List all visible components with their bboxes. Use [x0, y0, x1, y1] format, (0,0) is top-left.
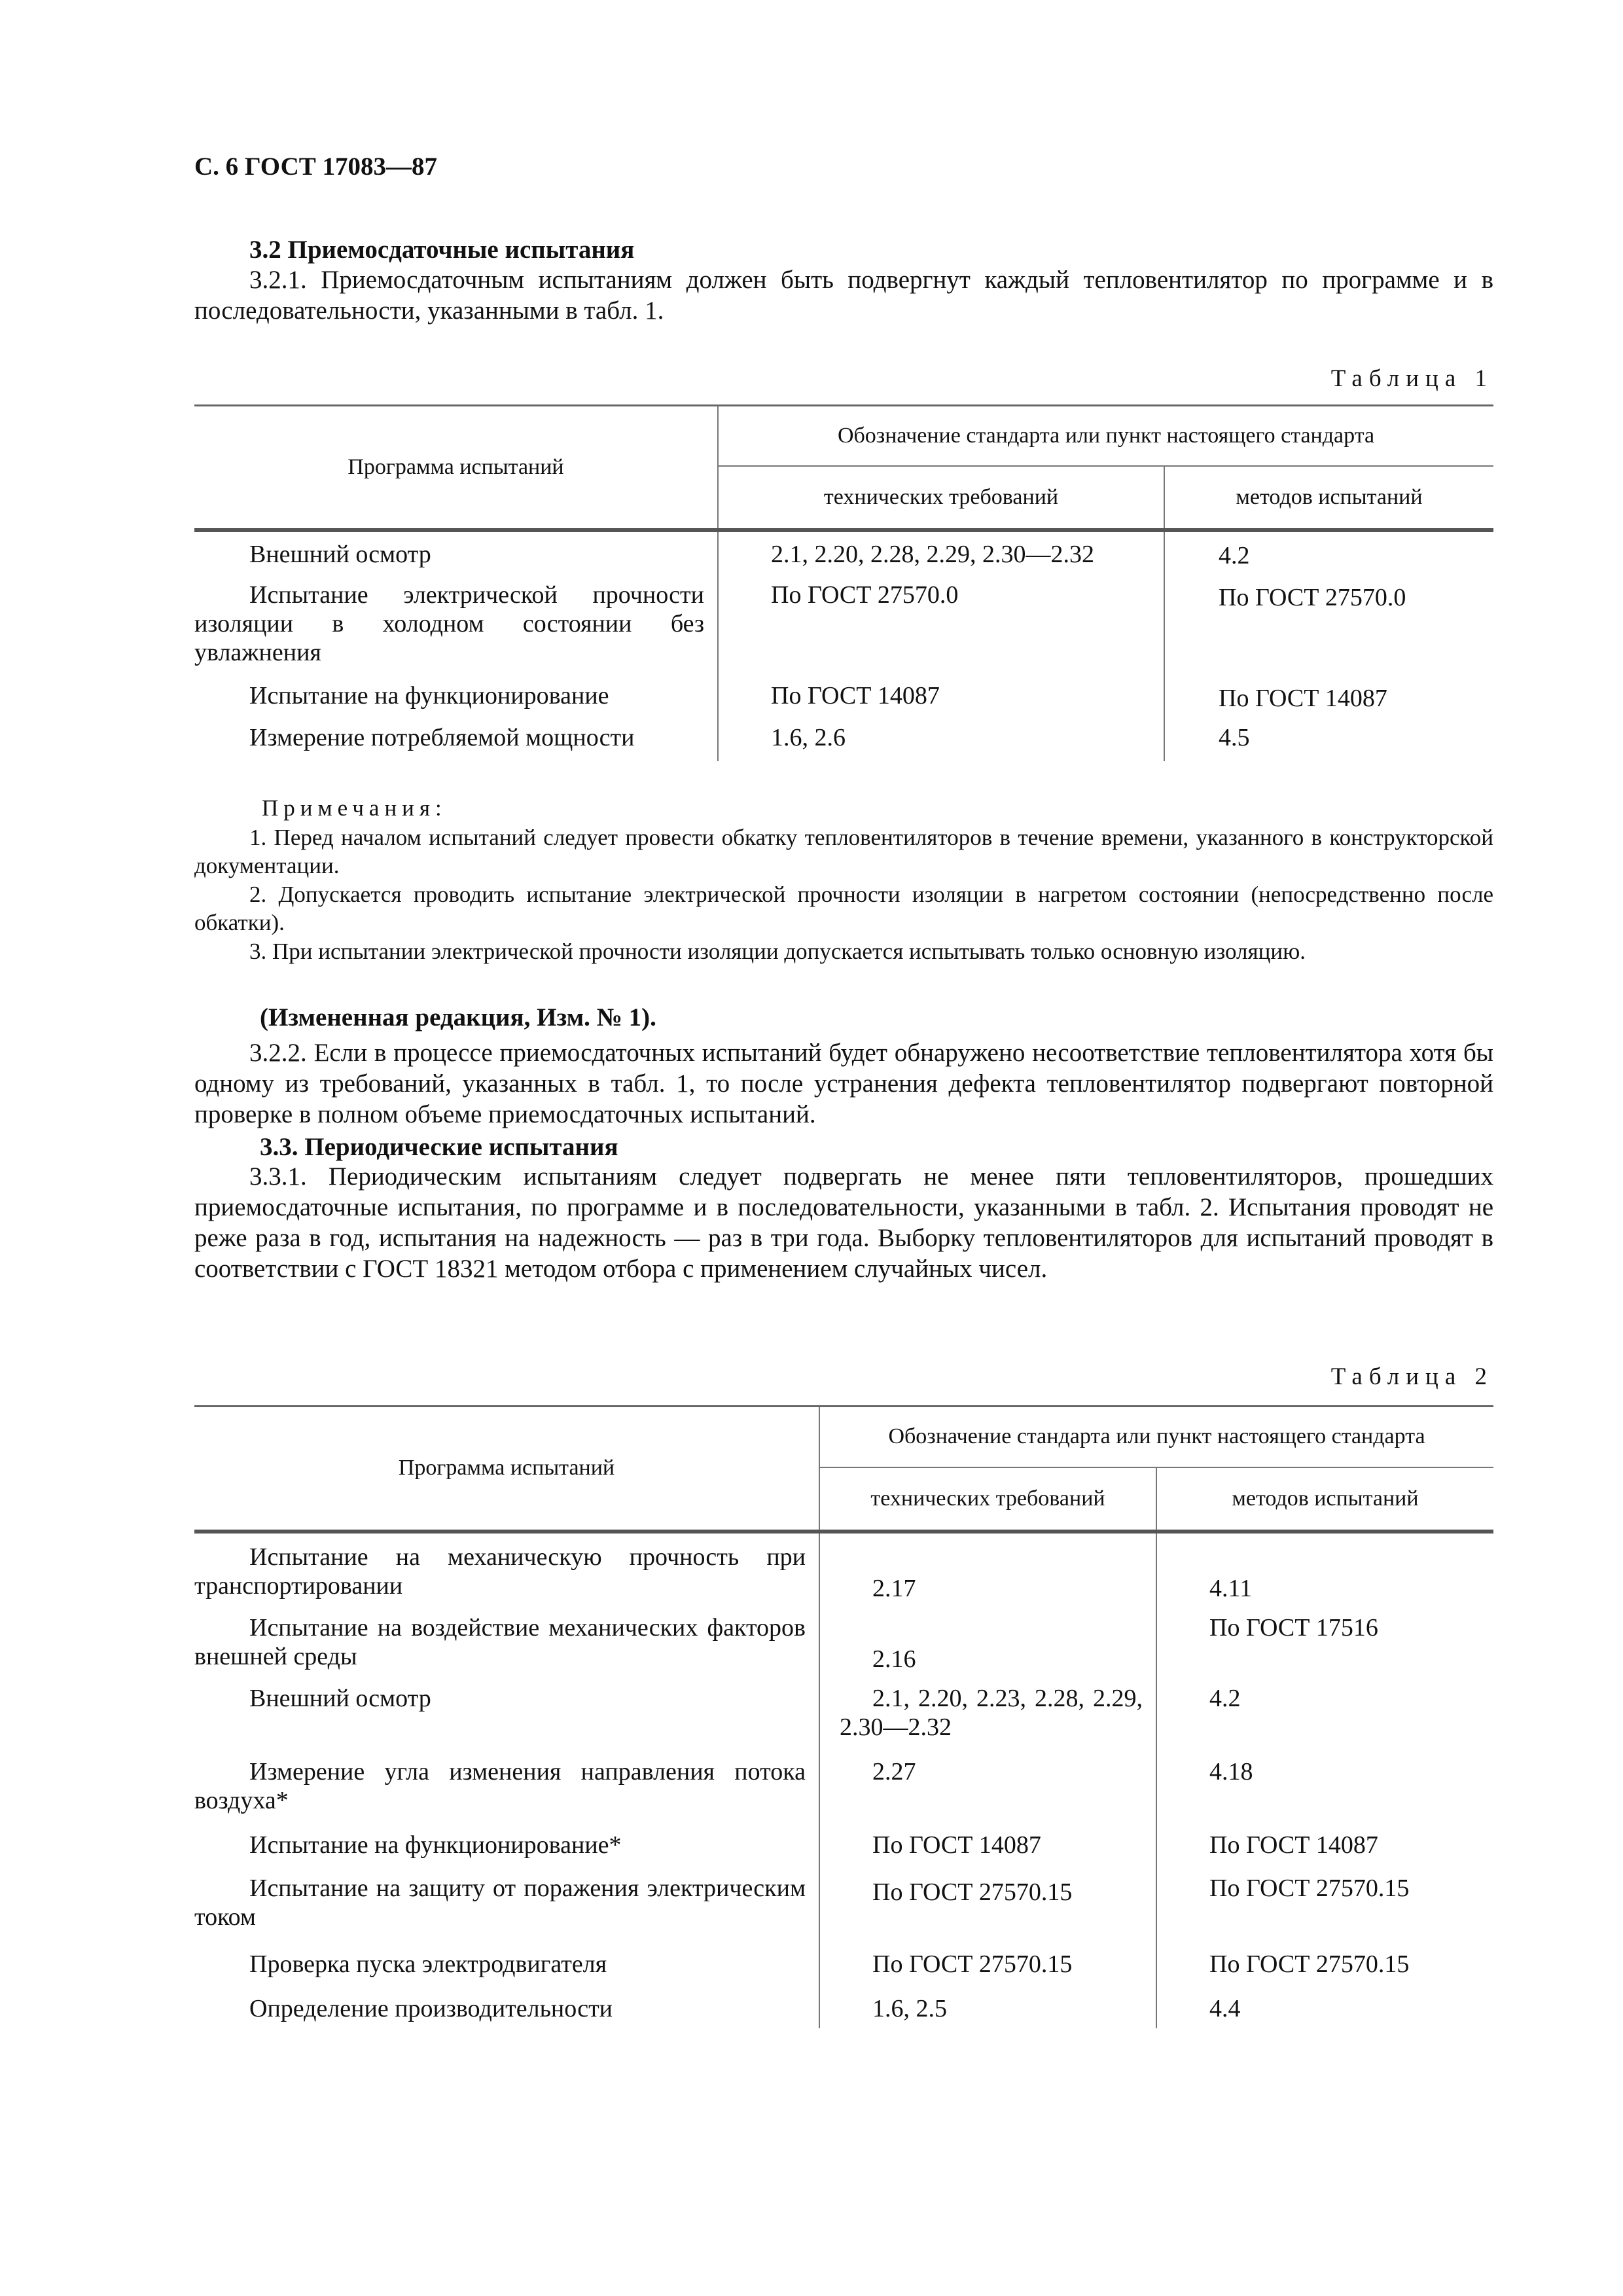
- table-row: [194, 675, 1493, 717]
- table2-header-program: Программа испытаний: [194, 1407, 819, 1532]
- note-2: 2. Допускается проводить испытание электрической прочности изоляции в нагретом состоянии (непосредственно после обкатки).: [194, 882, 1493, 935]
- table1-cell-methods: По ГОСТ 14087: [1164, 675, 1493, 717]
- table-row: [194, 1751, 1493, 1823]
- table-row: [194, 717, 1493, 761]
- table1-cell-methods: 4.5: [1164, 717, 1493, 761]
- table-row: [194, 1942, 1493, 1986]
- table1-header-tech: технических требований: [718, 466, 1164, 530]
- table2-cell-methods: По ГОСТ 27570.15: [1156, 1867, 1493, 1942]
- table-row: [194, 1607, 1493, 1677]
- table2-cell-tech: По ГОСТ 27570.15: [819, 1867, 1156, 1942]
- table1-cell-tech: По ГОСТ 14087: [718, 675, 1164, 717]
- section-3-3-title: 3.3. Периодические испытания: [260, 1133, 618, 1161]
- table2-cell-methods: По ГОСТ 17516: [1156, 1607, 1493, 1677]
- amendment-note: (Измененная редакция, Изм. № 1).: [260, 1003, 656, 1031]
- table2-header-designation: Обозначение стандарта или пункт настоящего стандарта: [819, 1407, 1493, 1467]
- table1-caption: Таблица 1: [1330, 365, 1493, 392]
- table2-cell-tech: 2.1, 2.20, 2.23, 2.28, 2.29, 2.30—2.32: [840, 1684, 1143, 1741]
- table-row: [194, 530, 1493, 573]
- table1-cell-program: Измерение потребляемой мощности: [249, 723, 635, 751]
- paragraph-3-2-1: 3.2.1. Приемосдаточным испытаниям должен быть подвергнут каждый тепловентилятор по программе и в последовательности, указанными в табл. 1.: [194, 266, 1493, 325]
- table1-cell-program: Испытание электрической прочности изоляции в холодном состоянии без увлажнения: [194, 581, 704, 666]
- table2-header-row: [194, 1407, 1493, 1467]
- table2-cell-program: Испытание на защиту от поражения электрическим током: [194, 1874, 806, 1931]
- table1-cell-tech: 1.6, 2.6: [718, 717, 1164, 761]
- table2-cell-program: Испытание на воздействие механических факторов внешней среды: [194, 1613, 806, 1670]
- table-row: [194, 1823, 1493, 1867]
- table2-header-tech: технических требований: [819, 1467, 1156, 1532]
- table1-header-designation: Обозначение стандарта или пункт настоящего стандарта: [718, 406, 1493, 466]
- table2-cell-tech: По ГОСТ 27570.15: [819, 1942, 1156, 1986]
- notes-title: Примечания:: [262, 795, 447, 821]
- table2-cell-program: Испытание на функционирование*: [249, 1831, 622, 1859]
- paragraph-3-3-1: 3.3.1. Периодическим испытаниям следует подвергать не менее пяти тепловентиляторов, прошедших приемосдаточные испытания, по программе и в последовательности, указанными в табл. 2. Испытания проводят не реже раза в год, испытания на надежность — раз в три года. Выборку тепловентиляторов для испытаний проводят в соответствии с ГОСТ 18321 методом отбора с применением случайных чисел.: [194, 1162, 1493, 1283]
- table2-cell-methods: 4.11: [1156, 1532, 1493, 1607]
- table1-cell-tech: 2.1, 2.20, 2.28, 2.29, 2.30—2.32: [718, 530, 1164, 573]
- table2-cell-methods: 4.2: [1156, 1677, 1493, 1751]
- table1-cell-tech: По ГОСТ 27570.0: [718, 573, 1164, 675]
- table2-cell-tech-wrap: [819, 1677, 1156, 1751]
- paragraph-3-2-2: 3.2.2. Если в процессе приемосдаточных испытаний будет обнаружено несоответствие тепловентилятора хотя бы одному из требований, указанных в табл. 1, то после устранения дефекта тепловентилятор подвергают повторной проверке в полном объеме приемосдаточных испытаний.: [194, 1039, 1493, 1128]
- table2: [194, 1405, 1493, 2028]
- table2-cell-tech: По ГОСТ 14087: [819, 1823, 1156, 1867]
- page-header: С. 6 ГОСТ 17083—87: [194, 152, 437, 181]
- table-row: [194, 1677, 1493, 1751]
- table2-cell-program: Испытание на механическую прочность при транспортировании: [194, 1543, 806, 1600]
- table-row: [194, 1532, 1493, 1607]
- table1-header-program: Программа испытаний: [194, 406, 718, 530]
- table2-cell-program: Проверка пуска электродвигателя: [249, 1950, 607, 1978]
- table2-cell-methods: 4.4: [1156, 1986, 1493, 2028]
- table1-header-row: [194, 406, 1493, 466]
- table-row: [194, 1986, 1493, 2028]
- table2-cell-tech: 2.17: [819, 1532, 1156, 1607]
- note-1: 1. Перед началом испытаний следует провести обкатку тепловентиляторов в течение времени, указанного в конструкторской документации.: [194, 825, 1493, 878]
- note-3: 3. При испытании электрической прочности изоляции допускается испытывать только основную изоляцию.: [249, 939, 1306, 964]
- table2-cell-tech: 2.16: [819, 1607, 1156, 1677]
- table-row: [194, 1867, 1493, 1942]
- table2-cell-program: Измерение угла изменения направления потока воздуха*: [194, 1757, 806, 1814]
- table2-cell-program: Определение производительности: [249, 1994, 613, 2022]
- table2-caption: Таблица 2: [1330, 1363, 1493, 1390]
- table2-cell-methods: По ГОСТ 14087: [1156, 1823, 1493, 1867]
- table2-cell-program: Внешний осмотр: [249, 1684, 431, 1712]
- table2-cell-methods: По ГОСТ 27570.15: [1156, 1942, 1493, 1986]
- table1-cell-program: Испытание на функционирование: [249, 681, 609, 709]
- table1-header-methods: методов испытаний: [1164, 466, 1493, 530]
- table2-cell-tech: 2.27: [819, 1751, 1156, 1823]
- section-3-2-title: 3.2 Приемосдаточные испытания: [249, 236, 635, 264]
- table1-cell-methods: По ГОСТ 27570.0: [1164, 573, 1493, 675]
- table-row: [194, 573, 1493, 675]
- table2-cell-tech: 1.6, 2.5: [819, 1986, 1156, 2028]
- table2-cell-methods: 4.18: [1156, 1751, 1493, 1823]
- table1: [194, 404, 1493, 761]
- table1-cell-methods: 4.2: [1164, 530, 1493, 573]
- table1-cell-program: Внешний осмотр: [249, 540, 431, 568]
- table2-header-methods: методов испытаний: [1156, 1467, 1493, 1532]
